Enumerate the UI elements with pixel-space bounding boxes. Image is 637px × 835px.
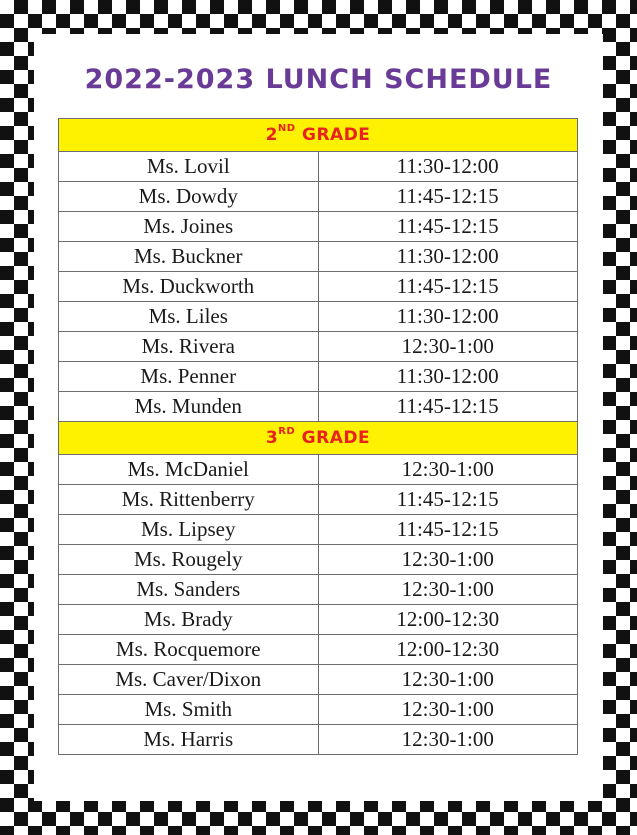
lunch-time: 11:45-12:15 [318, 182, 578, 212]
grade-ordinal-suffix: ND [277, 123, 296, 134]
table-row [59, 455, 578, 485]
lunch-time: 11:45-12:15 [318, 272, 578, 302]
schedule-sheet [34, 34, 603, 801]
grade-header [59, 422, 578, 455]
lunch-time: 11:30-12:00 [318, 362, 578, 392]
table-row [59, 302, 578, 332]
teacher-name: Ms. Rittenberry [59, 485, 319, 515]
table-row [59, 182, 578, 212]
lunch-time: 12:30-1:00 [318, 332, 578, 362]
teacher-name: Ms. Duckworth [59, 272, 319, 302]
grade-label: GRADE [295, 428, 371, 448]
teacher-name: Ms. Smith [59, 695, 319, 725]
teacher-name: Ms. Buckner [59, 242, 319, 272]
table-row [59, 242, 578, 272]
teacher-name: Ms. Sanders [59, 575, 319, 605]
lunch-time: 11:45-12:15 [318, 392, 578, 422]
grade-header [59, 119, 578, 152]
page-title: 2022-2023 LUNCH SCHEDULE [84, 64, 553, 95]
teacher-name: Ms. McDaniel [59, 455, 319, 485]
lunch-time: 12:30-1:00 [318, 665, 578, 695]
lunch-time: 12:30-1:00 [318, 725, 578, 755]
teacher-name: Ms. Harris [59, 725, 319, 755]
table-row [59, 212, 578, 242]
lunch-time: 12:30-1:00 [318, 545, 578, 575]
grade-header-row [59, 422, 578, 455]
teacher-name: Ms. Rivera [59, 332, 319, 362]
teacher-name: Ms. Lovil [59, 152, 319, 182]
teacher-name: Ms. Lipsey [59, 515, 319, 545]
grade-label: GRADE [295, 125, 371, 145]
table-row [59, 695, 578, 725]
table-row [59, 152, 578, 182]
table-row [59, 515, 578, 545]
lunch-time: 11:45-12:15 [318, 485, 578, 515]
teacher-name: Ms. Joines [59, 212, 319, 242]
lunch-time: 11:45-12:15 [318, 515, 578, 545]
table-row [59, 545, 578, 575]
lunch-time: 12:30-1:00 [318, 575, 578, 605]
lunch-time: 11:45-12:15 [318, 212, 578, 242]
teacher-name: Ms. Caver/Dixon [59, 665, 319, 695]
teacher-name: Ms. Brady [59, 605, 319, 635]
table-row [59, 605, 578, 635]
lunch-schedule-table [58, 118, 578, 755]
table-row [59, 362, 578, 392]
table-row [59, 665, 578, 695]
teacher-name: Ms. Munden [59, 392, 319, 422]
teacher-name: Ms. Rocquemore [59, 635, 319, 665]
table-row [59, 392, 578, 422]
table-row [59, 272, 578, 302]
teacher-name: Ms. Rougely [59, 545, 319, 575]
grade-number: 2 [265, 125, 278, 145]
table-row [59, 635, 578, 665]
grade-ordinal-suffix: RD [278, 426, 296, 437]
teacher-name: Ms. Liles [59, 302, 319, 332]
teacher-name: Ms. Penner [59, 362, 319, 392]
lunch-time: 11:30-12:00 [318, 302, 578, 332]
table-row [59, 332, 578, 362]
lunch-time: 12:00-12:30 [318, 605, 578, 635]
table-row [59, 725, 578, 755]
teacher-name: Ms. Dowdy [59, 182, 319, 212]
lunch-time: 12:00-12:30 [318, 635, 578, 665]
lunch-time: 12:30-1:00 [318, 695, 578, 725]
lunch-time: 11:30-12:00 [318, 152, 578, 182]
grade-number: 3 [265, 428, 279, 448]
lunch-time: 12:30-1:00 [318, 455, 578, 485]
lunch-time: 11:30-12:00 [318, 242, 578, 272]
table-row [59, 485, 578, 515]
table-row [59, 575, 578, 605]
grade-header-row [59, 119, 578, 152]
